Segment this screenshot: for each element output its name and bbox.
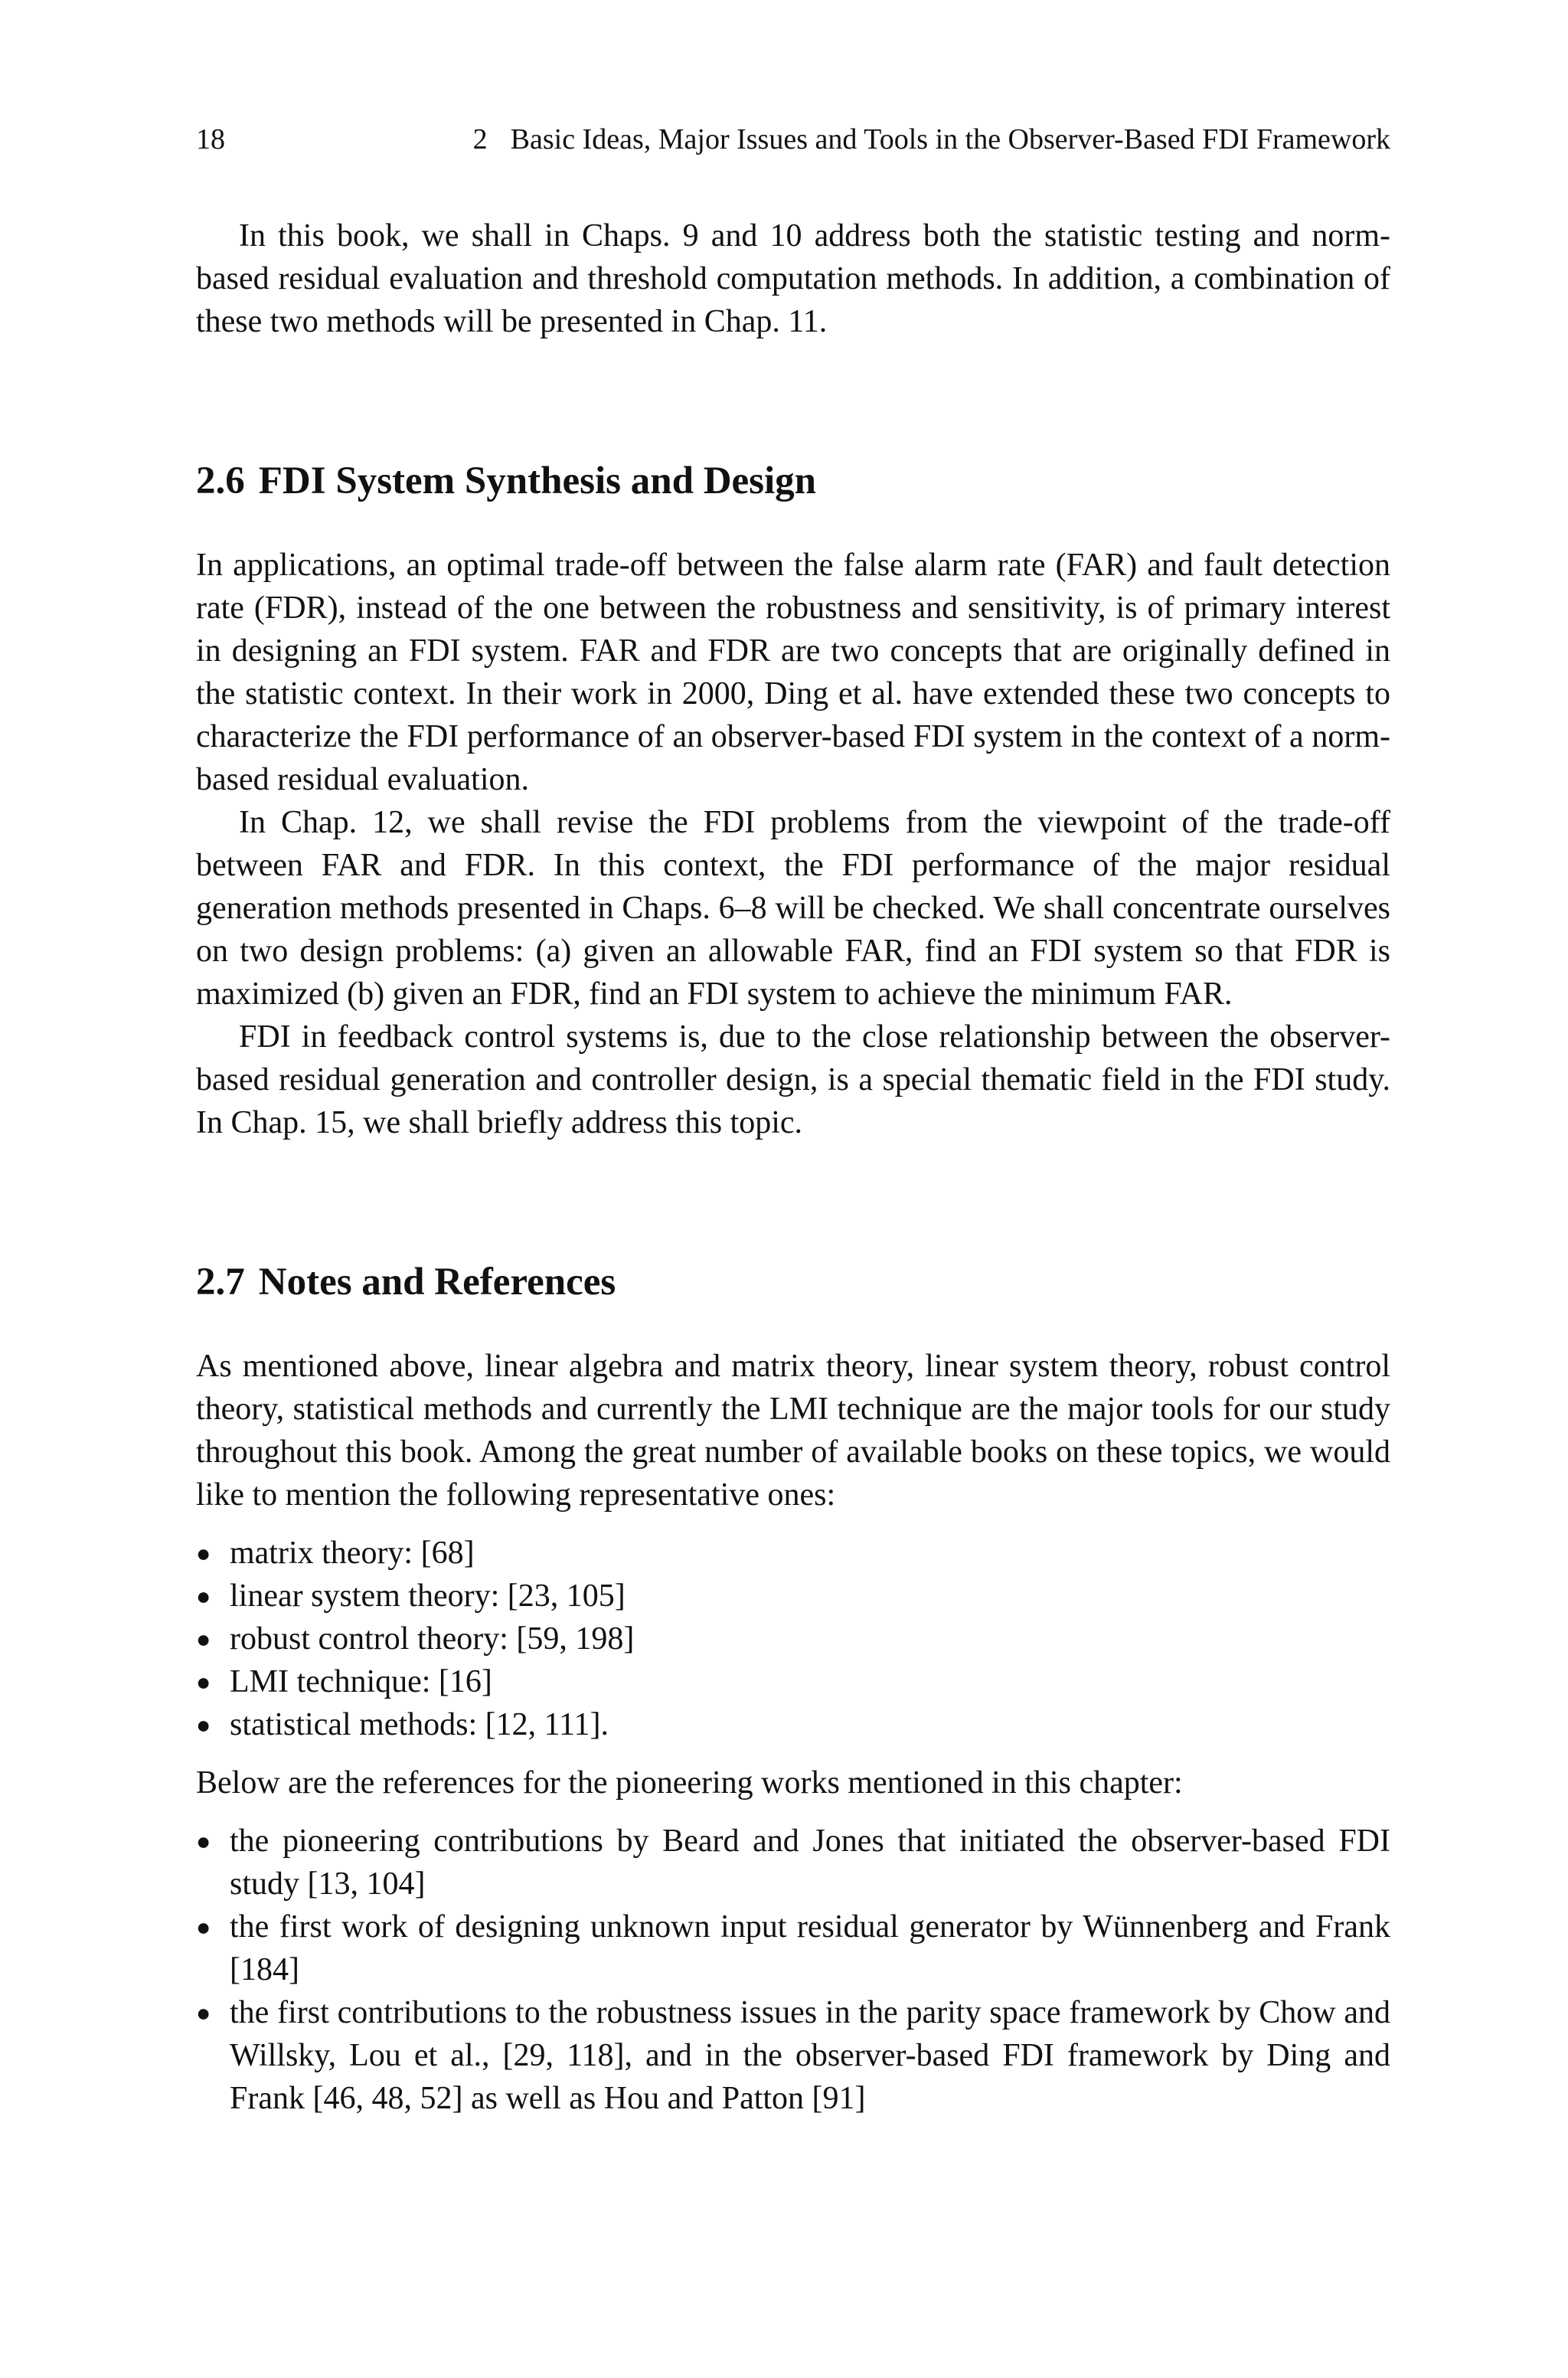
list-item-text: the pioneering contributions by Beard and Jones that initiated the observer-based FDI study [13, 104]	[230, 1824, 1390, 1902]
bullet-icon: ●	[196, 1827, 211, 1855]
list-item-text: matrix theory: [68]	[230, 1536, 475, 1571]
section-2-6-paragraph-3: FDI in feedback control systems is, due to the close relationship between the observer-based residual generation and controller design, is a special thematic field in the FDI study. In Chap. 15, we shall briefly address this topic.	[196, 1019, 1390, 1140]
list-item	[196, 1660, 1390, 1703]
section-title: FDI System Synthesis and Design	[258, 460, 817, 502]
list-item-text: robust control theory: [59, 198]	[230, 1621, 635, 1657]
chapter-number: 2	[472, 123, 488, 155]
list-item-text: the first work of designing unknown input residual generator by Wünnenberg and Frank [184]	[230, 1909, 1390, 1987]
section-2-6-paragraph-1: In applications, an optimal trade-off between the false alarm rate (FAR) and fault detection rate (FDR), instead of the one between the robustness and sensitivity, is of primary interest in designing an FDI system. FAR and FDR are two concepts that are originally defined in the statistic context. In their work in 2000, Ding et al. have extended these two concepts to characterize the FDI performance of an observer-based FDI system in the context of a norm-based residual evaluation.	[196, 548, 1390, 797]
list-item	[196, 1575, 1390, 1617]
list-item	[196, 1905, 1390, 1991]
chapter-header	[387, 121, 1390, 158]
pioneering-reference-list	[196, 1820, 1390, 2120]
section-2-7-intro: As mentioned above, linear algebra and matrix theory, linear system theory, robust control theory, statistical methods and currently the LMI technique are the major tools for our study throughout this book. Among the great number of available books on these topics, we would like to mention the following representative ones:	[196, 1349, 1390, 1513]
list-item	[196, 1703, 1390, 1746]
page-number: 18	[196, 123, 225, 155]
running-head	[196, 121, 1390, 158]
book-page	[196, 121, 1390, 2135]
bullet-icon: ●	[196, 1711, 211, 1739]
section-heading-2-7	[196, 1258, 1390, 1307]
bullet-icon: ●	[196, 1539, 211, 1567]
chapter-title: Basic Ideas, Major Issues and Tools in the Observer-Based FDI Framework	[510, 123, 1390, 155]
bullet-icon: ●	[196, 1913, 211, 1941]
section-2-6-paragraph-2: In Chap. 12, we shall revise the FDI problems from the viewpoint of the trade-off between FAR and FDR. In this context, the FDI performance of the major residual generation methods presented in Chaps. 6–8 will be checked. We shall concentrate ourselves on two design problems: (a) given an allowable FAR, find an FDI system so that FDR is maximized (b) given an FDR, find an FDI system to achieve the minimum FAR.	[196, 805, 1390, 1012]
list-item-text: statistical methods: [12, 111].	[230, 1707, 609, 1742]
list-item	[196, 1991, 1390, 2120]
list-item	[196, 1617, 1390, 1660]
list-item	[196, 1532, 1390, 1575]
section-heading-2-6	[196, 456, 1390, 505]
list-item-text: linear system theory: [23, 105]	[230, 1578, 626, 1614]
bullet-icon: ●	[196, 1999, 211, 2026]
bullet-icon: ●	[196, 1582, 211, 1610]
section-number: 2.7	[196, 1261, 245, 1303]
pioneering-intro: Below are the references for the pioneering works mentioned in this chapter:	[196, 1765, 1183, 1801]
list-item-text: the first contributions to the robustness issues in the parity space framework by Chow and Willsky, Lou et al., [29, 118], and in the observer-based FDI framework by Ding and Frank [46, 48, 52] as well as Hou and Patton [91]	[230, 1995, 1390, 2116]
list-item	[196, 1820, 1390, 1905]
section-title: Notes and References	[258, 1261, 616, 1303]
tools-reference-list	[196, 1532, 1390, 1746]
bullet-icon: ●	[196, 1668, 211, 1696]
intro-paragraph: In this book, we shall in Chaps. 9 and 10 address both the statistic testing and norm-based residual evaluation and threshold computation methods. In addition, a combination of these two methods will be presented in Chap. 11.	[196, 218, 1390, 339]
bullet-icon: ●	[196, 1625, 211, 1653]
list-item-text: LMI technique: [16]	[230, 1664, 492, 1699]
section-number: 2.6	[196, 460, 245, 502]
